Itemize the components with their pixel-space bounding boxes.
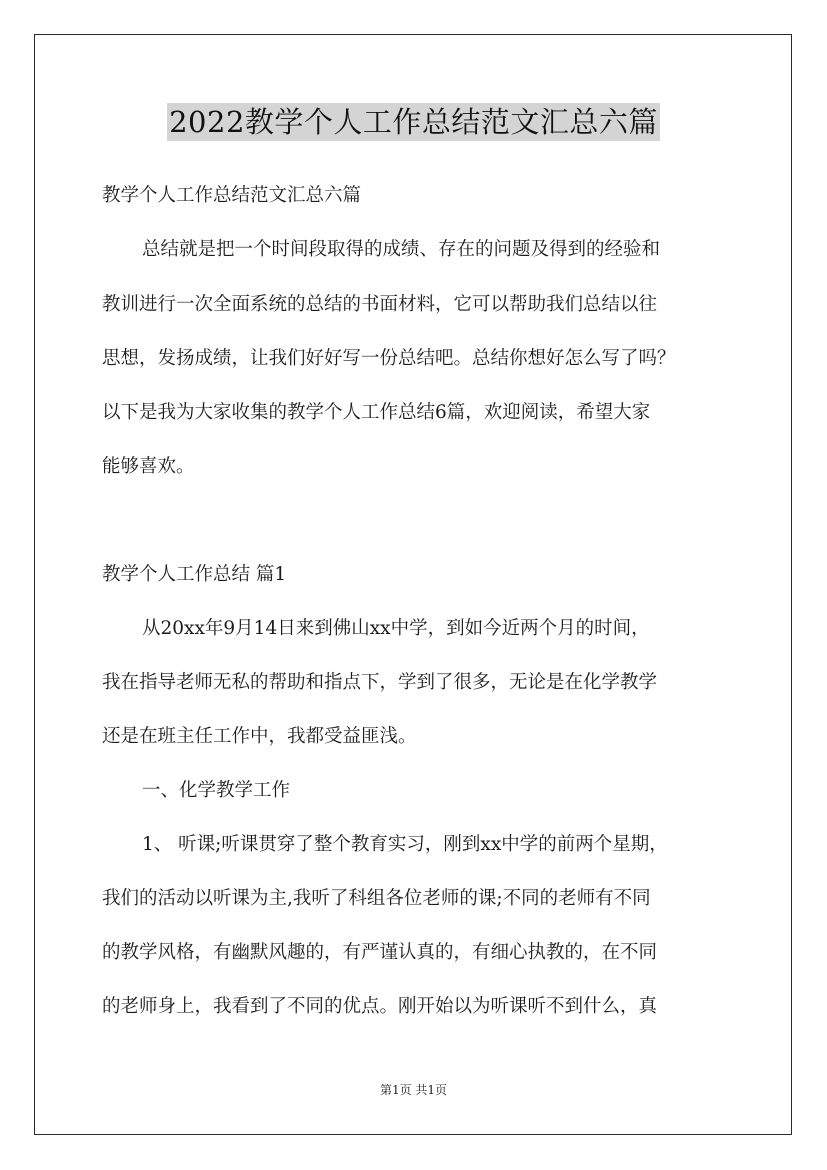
intro-line: 总结就是把一个时间段取得的成绩、存在的问题及得到的经验和 — [142, 239, 661, 260]
intro-line: 教训进行一次全面系统的总结的书面材料，它可以帮助我们总结以往 — [102, 294, 658, 315]
item-line: 1、 听课;听课贯穿了整个教育实习，刚到xx中学的前两个星期， — [142, 834, 668, 855]
page-footer: 第1页 共1页 — [379, 1083, 448, 1097]
document-title: 2022教学个人工作总结范文汇总六篇 — [169, 105, 658, 139]
section-heading: 教学个人工作总结 篇1 — [102, 564, 287, 585]
item-line: 的教学风格，有幽默风趣的，有严谨认真的，有细心执教的，在不同 — [102, 942, 658, 963]
intro-line: 思想，发扬成绩，让我们好好写一份总结吧。总结你想好怎么写了吗？ — [102, 348, 676, 369]
document-subtitle: 教学个人工作总结范文汇总六篇 — [102, 185, 362, 206]
section-line: 我在指导老师无私的帮助和指点下，学到了很多，无论是在化学教学 — [102, 672, 658, 693]
section-line: 从20xx年9月14日来到佛山xx中学，到如今近两个月的时间， — [142, 618, 650, 639]
item-line: 我们的活动以听课为主,我听了科组各位老师的课;不同的老师有不同 — [102, 888, 651, 909]
intro-line: 以下是我为大家收集的教学个人工作总结6篇，欢迎阅读，希望大家 — [102, 402, 651, 423]
item-line: 的老师身上，我看到了不同的优点。刚开始以为听课听不到什么，真 — [102, 996, 658, 1017]
sub-heading: 一、化学教学工作 — [142, 780, 291, 801]
title-container — [0, 103, 827, 141]
section-line: 还是在班主任工作中，我都受益匪浅。 — [102, 726, 417, 747]
intro-line: 能够喜欢。 — [102, 456, 195, 477]
